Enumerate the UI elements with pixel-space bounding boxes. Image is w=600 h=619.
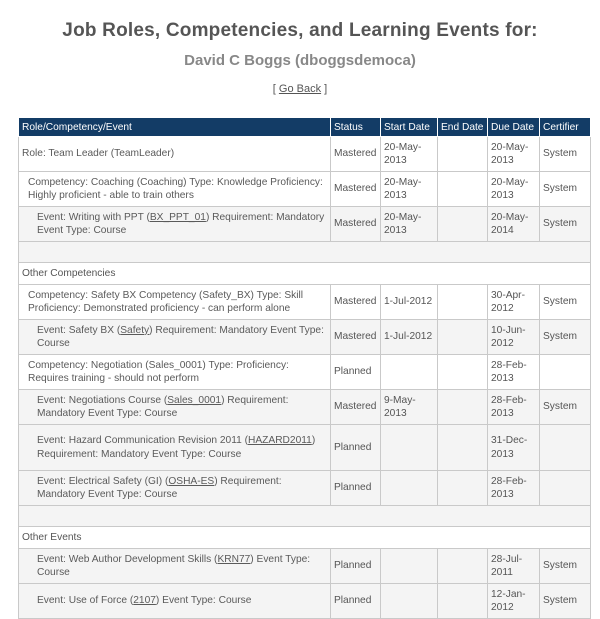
user-name: David C Boggs (dboggsdemoca) bbox=[184, 52, 416, 69]
row-description bbox=[19, 137, 331, 172]
status-cell: Mastered bbox=[331, 320, 381, 355]
page-title: Job Roles, Competencies, and Learning Events for: bbox=[62, 20, 538, 41]
role-row bbox=[19, 137, 591, 172]
description-text-tail: ) Event Type: Course bbox=[155, 595, 252, 607]
start-date-cell: 9-May-2013 bbox=[381, 390, 438, 425]
event-code-link[interactable]: HAZARD2011 bbox=[248, 435, 312, 447]
section-header-label: Other Events bbox=[19, 527, 591, 549]
start-date-cell: 20-May-2013 bbox=[381, 172, 438, 207]
status-cell: Mastered bbox=[331, 285, 381, 320]
start-date-cell bbox=[381, 549, 438, 584]
blank-cell bbox=[19, 506, 591, 527]
event-row bbox=[19, 471, 591, 506]
status-cell: Mastered bbox=[331, 390, 381, 425]
description-text-tail: ) Requirement: Mandatory Event Type: Course bbox=[37, 394, 289, 419]
status-cell: Mastered bbox=[331, 207, 381, 242]
due-date-cell: 31-Dec-2013 bbox=[488, 425, 540, 471]
end-date-cell bbox=[438, 207, 488, 242]
col-header-role: Role/Competency/Event bbox=[19, 118, 331, 137]
due-date-cell: 12-Jan-2012 bbox=[488, 584, 540, 619]
event-code-link[interactable]: Safety bbox=[120, 324, 150, 336]
job-roles-table bbox=[18, 117, 591, 619]
certifier-cell: System bbox=[540, 172, 591, 207]
due-date-cell: 28-Jul-2011 bbox=[488, 549, 540, 584]
row-description bbox=[19, 471, 331, 506]
due-date-cell: 20-May-2013 bbox=[488, 137, 540, 172]
end-date-cell bbox=[438, 471, 488, 506]
certifier-cell bbox=[540, 471, 591, 506]
description-text-tail: ) Requirement: Mandatory Event Type: Course bbox=[37, 435, 316, 460]
start-date-cell: 20-May-2013 bbox=[381, 207, 438, 242]
status-cell: Planned bbox=[331, 584, 381, 619]
col-header-due-date: Due Date bbox=[488, 118, 540, 137]
blank-row bbox=[19, 242, 591, 263]
go-back-link[interactable]: Go Back bbox=[278, 83, 322, 95]
section-header-row bbox=[19, 263, 591, 285]
row-description bbox=[19, 549, 331, 584]
row-description bbox=[19, 425, 331, 471]
certifier-cell: System bbox=[540, 285, 591, 320]
description-text: Competency: Negotiation (Sales_0001) Type: Proficiency: Requires training - should not perform bbox=[28, 359, 289, 384]
description-text-tail: ) Requirement: Mandatory Event Type: Course bbox=[37, 324, 324, 349]
event-code-link[interactable]: 2107 bbox=[133, 595, 156, 607]
certifier-cell bbox=[540, 355, 591, 390]
description-text: Competency: Safety BX Competency (Safety_BX) Type: Skill Proficiency: Demonstrated proficiency - can perform alone bbox=[28, 289, 303, 314]
start-date-cell: 1-Jul-2012 bbox=[381, 285, 438, 320]
event-code-link[interactable]: BX_PPT_01 bbox=[149, 211, 206, 223]
due-date-cell: 30-Apr-2012 bbox=[488, 285, 540, 320]
certifier-cell: System bbox=[540, 390, 591, 425]
start-date-cell bbox=[381, 355, 438, 390]
description-text-tail: ) Requirement: Mandatory Event Type: Course bbox=[37, 211, 325, 236]
start-date-cell bbox=[381, 425, 438, 471]
description-text-tail: ) Event Type: Course bbox=[37, 553, 311, 578]
blank-row bbox=[19, 506, 591, 527]
event-row bbox=[19, 320, 591, 355]
description-text-tail: ) Requirement: Mandatory Event Type: Course bbox=[37, 475, 282, 500]
blank-cell bbox=[19, 242, 591, 263]
event-code-link[interactable]: Sales_0001 bbox=[167, 394, 222, 406]
certifier-cell: System bbox=[540, 584, 591, 619]
due-date-cell: 28-Feb-2013 bbox=[488, 471, 540, 506]
end-date-cell bbox=[438, 390, 488, 425]
event-row bbox=[19, 425, 591, 471]
due-date-cell: 28-Feb-2013 bbox=[488, 390, 540, 425]
end-date-cell bbox=[438, 549, 488, 584]
competency-row bbox=[19, 355, 591, 390]
go-back-container bbox=[0, 83, 600, 95]
start-date-cell bbox=[381, 471, 438, 506]
due-date-cell: 20-May-2013 bbox=[488, 172, 540, 207]
event-row bbox=[19, 584, 591, 619]
end-date-cell bbox=[438, 355, 488, 390]
end-date-cell bbox=[438, 172, 488, 207]
section-header-row bbox=[19, 527, 591, 549]
col-header-certifier: Certifier bbox=[540, 118, 591, 137]
description-text: Event: Web Author Development Skills ( bbox=[37, 553, 218, 565]
col-header-start-date: Start Date bbox=[381, 118, 438, 137]
status-cell: Planned bbox=[331, 549, 381, 584]
event-row bbox=[19, 207, 591, 242]
status-cell: Planned bbox=[331, 355, 381, 390]
start-date-cell bbox=[381, 584, 438, 619]
row-description bbox=[19, 172, 331, 207]
description-text: Event: Negotiations Course ( bbox=[37, 394, 168, 406]
certifier-cell: System bbox=[540, 207, 591, 242]
event-code-link[interactable]: KRN77 bbox=[217, 553, 251, 565]
due-date-cell: 10-Jun-2012 bbox=[488, 320, 540, 355]
certifier-cell: System bbox=[540, 549, 591, 584]
certifier-cell: System bbox=[540, 137, 591, 172]
col-header-status: Status bbox=[331, 118, 381, 137]
end-date-cell bbox=[438, 425, 488, 471]
status-cell: Mastered bbox=[331, 137, 381, 172]
description-text: Event: Safety BX ( bbox=[37, 324, 121, 336]
section-header-label: Other Competencies bbox=[19, 263, 591, 285]
col-header-end-date: End Date bbox=[438, 118, 488, 137]
event-row bbox=[19, 390, 591, 425]
row-description bbox=[19, 390, 331, 425]
description-text: Event: Writing with PPT ( bbox=[37, 211, 150, 223]
bracket-close: ] bbox=[324, 83, 328, 95]
competency-row bbox=[19, 285, 591, 320]
end-date-cell bbox=[438, 137, 488, 172]
end-date-cell bbox=[438, 584, 488, 619]
bracket-open: [ bbox=[272, 83, 276, 95]
row-description bbox=[19, 285, 331, 320]
event-code-link[interactable]: OSHA-ES bbox=[168, 475, 215, 487]
description-text: Event: Use of Force ( bbox=[37, 595, 134, 607]
table-header-row bbox=[19, 118, 591, 137]
start-date-cell: 20-May-2013 bbox=[381, 137, 438, 172]
competency-row bbox=[19, 172, 591, 207]
event-row bbox=[19, 549, 591, 584]
certifier-cell: System bbox=[540, 320, 591, 355]
start-date-cell: 1-Jul-2012 bbox=[381, 320, 438, 355]
certifier-cell bbox=[540, 425, 591, 471]
status-cell: Planned bbox=[331, 471, 381, 506]
row-description bbox=[19, 320, 331, 355]
due-date-cell: 20-May-2014 bbox=[488, 207, 540, 242]
row-description bbox=[19, 355, 331, 390]
end-date-cell bbox=[438, 285, 488, 320]
due-date-cell: 28-Feb-2013 bbox=[488, 355, 540, 390]
description-text: Event: Hazard Communication Revision 2011 ( bbox=[37, 435, 249, 447]
status-cell: Planned bbox=[331, 425, 381, 471]
description-text: Competency: Coaching (Coaching) Type: Knowledge Proficiency: Highly proficient - able to train others bbox=[28, 176, 323, 201]
description-text: Event: Electrical Safety (GI) ( bbox=[37, 475, 169, 487]
description-text: Role: Team Leader (TeamLeader) bbox=[22, 148, 175, 160]
row-description bbox=[19, 584, 331, 619]
status-cell: Mastered bbox=[331, 172, 381, 207]
row-description bbox=[19, 207, 331, 242]
end-date-cell bbox=[438, 320, 488, 355]
